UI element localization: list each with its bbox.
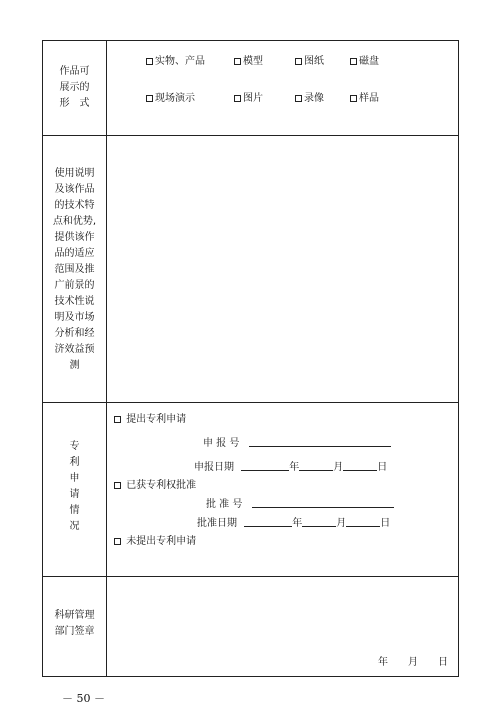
checkbox-icon: [146, 58, 153, 65]
grant-number-field[interactable]: [252, 498, 394, 508]
option-video[interactable]: 录像: [295, 93, 324, 105]
option-patent-granted[interactable]: 已获专利权批准: [114, 480, 196, 492]
description-field[interactable]: [107, 136, 458, 401]
description-label: 使用说明 及该作品 的技术特 点和优势, 提供该作 品的适应 范围及推 广前景的 技术性说 明及市场 分析和经 济效益预 测: [52, 168, 97, 371]
apply-day-field[interactable]: [343, 461, 377, 471]
signature-label: 科研管理 部门签章: [54, 610, 95, 637]
display-form-label: 作品可 展示的 形 式: [59, 66, 90, 109]
checkbox-icon: [114, 482, 121, 489]
grant-date-row: 批准日期 年 月 日: [197, 518, 391, 529]
option-live-demo[interactable]: 现场演示: [146, 93, 195, 105]
apply-number-row: 申 报 号: [203, 437, 391, 450]
checkbox-icon: [350, 58, 357, 65]
option-patent-filed[interactable]: 提出专利申请: [114, 414, 186, 426]
checkbox-icon: [350, 95, 357, 102]
option-physical-product[interactable]: 实物、产品: [146, 56, 205, 68]
grant-year-field[interactable]: [244, 517, 292, 527]
checkbox-icon: [114, 416, 121, 423]
signature-date: 年 月 日: [378, 657, 448, 668]
checkbox-icon: [114, 538, 121, 545]
grant-number-row: 批 准 号: [206, 498, 394, 511]
patent-label: 专 利 申 请 情 况: [69, 441, 80, 532]
checkbox-icon: [234, 58, 241, 65]
apply-year-field[interactable]: [241, 461, 289, 471]
checkbox-icon: [234, 95, 241, 102]
option-sample[interactable]: 样品: [350, 93, 379, 105]
checkbox-icon: [295, 58, 302, 65]
option-picture[interactable]: 图片: [234, 93, 263, 105]
checkbox-icon: [295, 95, 302, 102]
option-model[interactable]: 模型: [234, 56, 263, 68]
apply-month-field[interactable]: [299, 461, 333, 471]
page-number: － 50 －: [62, 692, 105, 705]
row-divider: [42, 402, 459, 403]
apply-date-row: 申报日期 年 月 日: [194, 462, 388, 473]
option-disk[interactable]: 磁盘: [350, 56, 379, 68]
option-drawing[interactable]: 图纸: [295, 56, 324, 68]
grant-day-field[interactable]: [346, 517, 380, 527]
apply-number-field[interactable]: [249, 437, 391, 447]
grant-month-field[interactable]: [302, 517, 336, 527]
option-patent-not-filed[interactable]: 未提出专利申请: [114, 536, 196, 548]
checkbox-icon: [146, 95, 153, 102]
